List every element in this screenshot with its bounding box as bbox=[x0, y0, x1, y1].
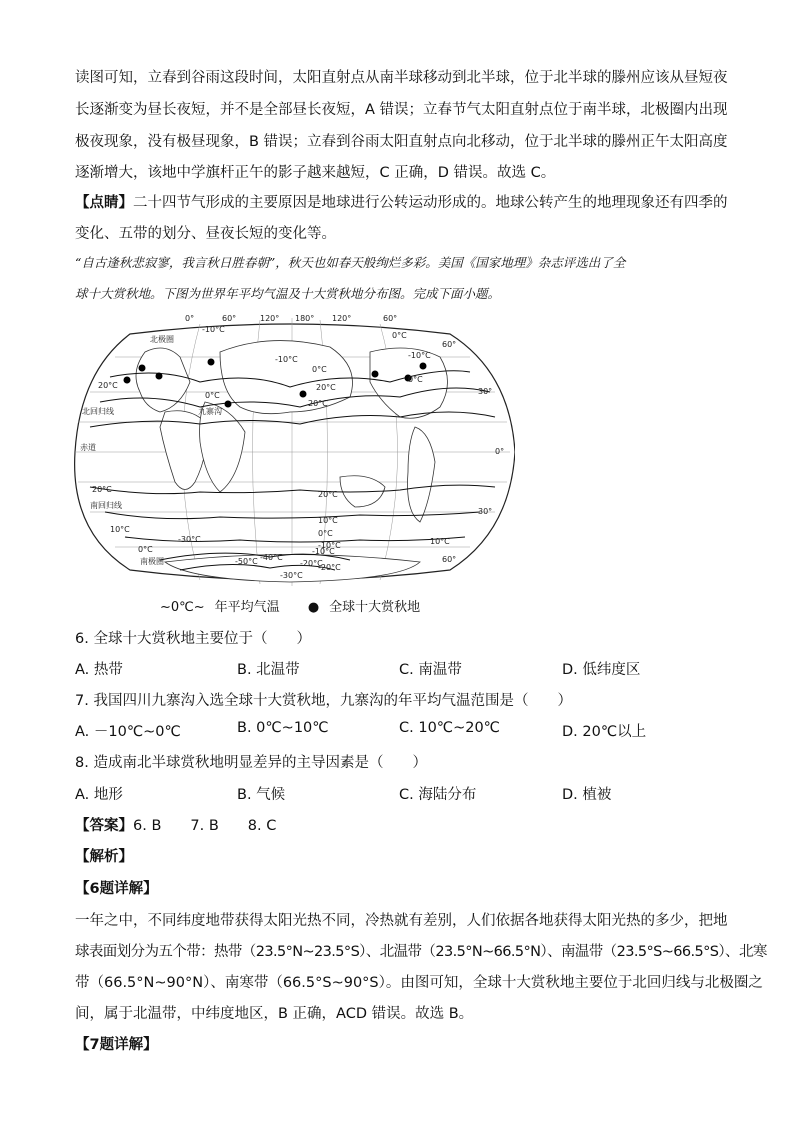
detail7-heading: 【7题详解】 bbox=[75, 1037, 158, 1053]
dianjing-line-1 bbox=[75, 191, 728, 212]
detail6-line: 球表面划分为五个带：热带（23.5°N~23.5°S）、北温带（23.5°N~66.5°N）、南温带（23.5°S~66.5°S）、北寒 bbox=[75, 944, 767, 960]
intro-line-1: “自古逢秋悲寂寥，我言秋日胜春朝”，秋天也如春天般绚烂多彩。美国《国家地理》杂志评选出了全 bbox=[75, 255, 626, 270]
dianjing-text: 二十四节气形成的主要原因是地球进行公转运动形成的。地球公转产生的地理现象还有四季的 bbox=[133, 195, 728, 211]
q8-option-b: B. 气候 bbox=[237, 787, 286, 803]
q7-option-c: C. 10℃~20℃ bbox=[399, 720, 500, 736]
q7-stem: 7. 我国四川九寨沟入选全球十大赏秋地，九寨沟的年平均气温范围是（ ） bbox=[75, 693, 572, 709]
autumn-site-dot bbox=[156, 373, 163, 380]
isotherm-label: -10°C bbox=[318, 541, 341, 550]
isotherm-label: 0°C bbox=[312, 365, 327, 374]
tropic-north-label: 北回归线 bbox=[82, 407, 114, 416]
lon-label: 180° bbox=[295, 314, 315, 323]
arctic-circle-label: 北极圈 bbox=[150, 335, 174, 344]
q6-option-b: B. 北温带 bbox=[237, 662, 300, 678]
isotherm-label: 0°C bbox=[408, 375, 423, 384]
isotherm-label: -10°C bbox=[312, 547, 335, 556]
detail6-line: 带（66.5°N~90°N）、南寒带（66.5°S~90°S）。由图可知，全球十大赏秋地主要位于北回归线与北极圈之 bbox=[75, 975, 763, 991]
autumn-site-dot bbox=[300, 391, 307, 398]
lat-label: 60° bbox=[442, 340, 457, 349]
isotherm-label: 0°C bbox=[138, 545, 153, 554]
world-temperature-map bbox=[70, 312, 515, 592]
answer-line bbox=[75, 814, 276, 835]
isotherm-label: 20°C bbox=[98, 381, 118, 390]
isotherm-label: -10°C bbox=[202, 325, 225, 334]
lat-label: 30° bbox=[478, 387, 493, 396]
lat-label: 30° bbox=[478, 507, 493, 516]
isotherm-label: 0°C bbox=[318, 529, 333, 538]
isotherm-label: -30°C bbox=[178, 535, 201, 544]
jiexi-heading: 【解析】 bbox=[75, 849, 133, 865]
q8-stem: 8. 造成南北半球赏秋地明显差异的主导因素是（ ） bbox=[75, 755, 427, 771]
jiuzhaigou-label: 九寨沟 bbox=[198, 407, 222, 416]
isotherm-label: 0°C bbox=[205, 391, 220, 400]
lon-label: 120° bbox=[332, 314, 352, 323]
lon-label: 60° bbox=[222, 314, 237, 323]
answer-tag: 【答案】 bbox=[75, 818, 133, 834]
isotherm-label: 20°C bbox=[318, 490, 338, 499]
answer-text: 6. B 7. B 8. C bbox=[133, 818, 277, 834]
tropic-south-label: 南回归线 bbox=[90, 501, 122, 510]
isotherm-label: 20°C bbox=[308, 399, 328, 408]
lat-label: 0° bbox=[495, 447, 505, 456]
q6-option-d: D. 低纬度区 bbox=[562, 662, 641, 678]
dot-legend-label: 全球十大赏秋地 bbox=[329, 600, 421, 615]
equator-label: 赤道 bbox=[80, 443, 96, 452]
isotherm-label: -10°C bbox=[275, 355, 298, 364]
lon-label: 120° bbox=[260, 314, 280, 323]
q6-stem: 6. 全球十大赏秋地主要位于（ ） bbox=[75, 631, 311, 647]
isotherm-label: -20°C bbox=[318, 563, 341, 572]
intro-line-2: 球十大赏秋地。下图为世界年平均气温及十大赏秋地分布图。完成下面小题。 bbox=[75, 286, 501, 301]
isotherm-label: -20°C bbox=[300, 559, 323, 568]
paragraph-line: 读图可知，立春到谷雨这段时间，太阳直射点从南半球移动到北半球，位于北半球的滕州应该从昼短夜 bbox=[75, 70, 728, 86]
q8-option-d: D. 植被 bbox=[562, 787, 612, 803]
autumn-site-dot bbox=[372, 371, 379, 378]
isotherm-label: 20°C bbox=[92, 485, 112, 494]
autumn-site-dot bbox=[420, 363, 427, 370]
paragraph-line: 逐渐增大，该地中学旗杆正午的影子越来越短，C 正确，D 错误。故选 C。 bbox=[75, 165, 556, 181]
lon-label: 0° bbox=[185, 314, 195, 323]
dianjing-line-2: 变化、五带的划分、昼夜长短的变化等。 bbox=[75, 226, 336, 242]
isotherm-label: 20°C bbox=[316, 383, 336, 392]
lat-label: 60° bbox=[442, 555, 457, 564]
detail6-line: 间，属于北温带，中纬度地区，B 正确，ACD 错误。故选 B。 bbox=[75, 1006, 474, 1022]
q7-option-d: D. 20℃以上 bbox=[562, 724, 647, 740]
isotherm-label: -50°C bbox=[235, 557, 258, 566]
isotherm-legend-label: 年平均气温 bbox=[214, 600, 280, 615]
q8-option-a: A. 地形 bbox=[75, 787, 123, 803]
q7-option-a: A. －10℃~0℃ bbox=[75, 724, 181, 740]
autumn-site-dot bbox=[208, 359, 215, 366]
q6-option-c: C. 南温带 bbox=[399, 662, 462, 678]
autumn-site-dot bbox=[139, 365, 146, 372]
q8-option-c: C. 海陆分布 bbox=[399, 787, 477, 803]
isotherm-label: -40°C bbox=[260, 553, 283, 562]
paragraph-line: 极夜现象，没有极昼现象，B 错误；立春到谷雨太阳直射点向北移动，位于北半球的滕州正午太阳高度 bbox=[75, 134, 728, 150]
isotherm-symbol: ~0℃~ bbox=[160, 600, 205, 615]
isotherm-label: 10°C bbox=[318, 516, 338, 525]
detail6-line: 一年之中，不同纬度地带获得太阳光热不同，冷热就有差别，人们依据各地获得太阳光热的多少，把地 bbox=[75, 913, 728, 929]
paragraph-line: 长逐渐变为昼长夜短，并不是全部昼长夜短，A 错误；立春节气太阳直射点位于南半球，北极圈内出现 bbox=[75, 102, 728, 118]
dot-symbol: ● bbox=[307, 600, 320, 615]
autumn-site-dot bbox=[124, 377, 131, 384]
autumn-site-dot bbox=[225, 401, 232, 408]
isotherm-label: 10°C bbox=[430, 537, 450, 546]
isotherm-label: -30°C bbox=[280, 571, 303, 580]
isotherm-label: -10°C bbox=[408, 351, 431, 360]
dianjing-tag: 【点睛】 bbox=[75, 195, 133, 211]
lon-label: 60° bbox=[383, 314, 398, 323]
detail6-heading: 【6题详解】 bbox=[75, 881, 158, 897]
q6-option-a: A. 热带 bbox=[75, 662, 123, 678]
map-legend bbox=[160, 596, 430, 615]
isotherm-label: 10°C bbox=[110, 525, 130, 534]
isotherm-label: 0°C bbox=[392, 331, 407, 340]
q7-option-b: B. 0℃~10℃ bbox=[237, 720, 329, 736]
antarctic-circle-label: 南极圈 bbox=[140, 557, 164, 566]
